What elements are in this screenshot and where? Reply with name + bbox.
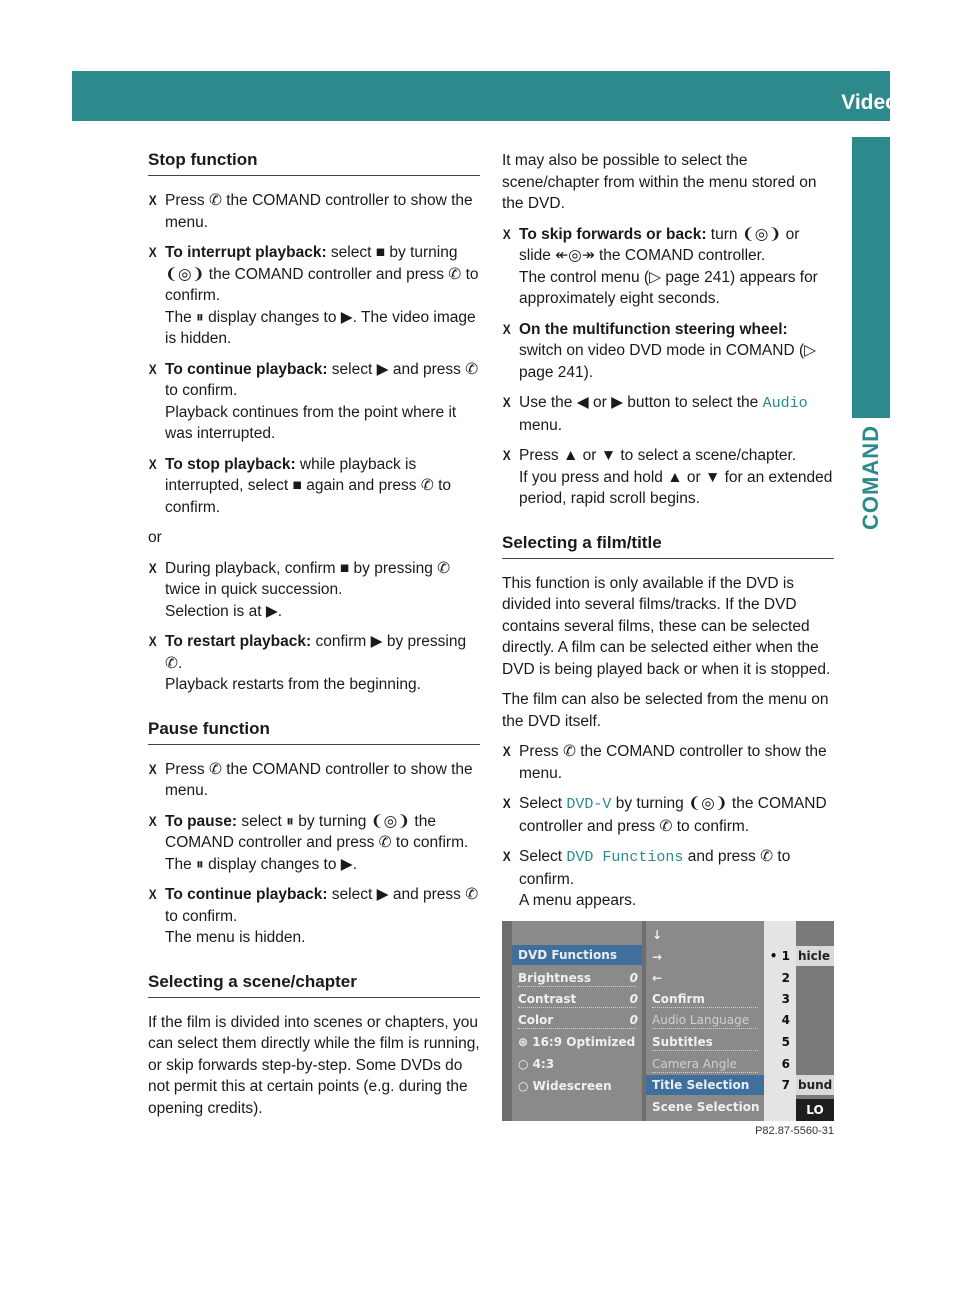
- press-icon: ✆: [465, 360, 479, 378]
- screen-number-5: 5: [781, 1034, 790, 1049]
- screen-number-4: 4: [781, 1012, 790, 1027]
- stop-step-4: X To stop playback: while playback is interrupted, select ■ again and press ✆ to confirm.: [148, 454, 480, 519]
- screen-down-arrow: ↓: [652, 927, 663, 942]
- turn-icon: ❨◎❩: [688, 795, 728, 812]
- screen-number-6: 6: [781, 1056, 790, 1071]
- back-icon: ◀: [576, 394, 589, 411]
- dvd-menu-screenshot: [502, 921, 834, 1121]
- turn-icon: ❨◎❩: [370, 812, 411, 830]
- side-tab: [852, 137, 890, 418]
- play-icon: ▶: [611, 394, 623, 411]
- screen-row-audio-language: Audio Language: [646, 1010, 764, 1030]
- scene-step-1: X To skip forwards or back: turn ❨◎❩ or slide ↞◎↠ the COMAND controller. The control menu (▷ page 241) appears for approximately eight seconds.: [502, 224, 834, 310]
- press-icon: ✆: [562, 743, 576, 760]
- film-heading: Selecting a film/title: [502, 533, 834, 559]
- play-icon: ▶: [340, 855, 353, 873]
- pause-heading: Pause function: [148, 719, 480, 745]
- screen-row-scene-selection: Scene Selection: [652, 1099, 760, 1114]
- film-step-1: X Press ✆ the COMAND controller to show the menu.: [502, 741, 834, 784]
- screen-row-confirm: Confirm: [646, 989, 764, 1009]
- screen-row-widescreen: ○ Widescreen: [518, 1078, 612, 1093]
- stop-step-5: X During playback, confirm ■ by pressing ✆ twice in quick succession. Selection is at ▶.: [148, 558, 480, 623]
- pause-icon: ⏸: [196, 308, 204, 326]
- screen-row-title-selection: Title Selection: [646, 1075, 764, 1095]
- stop-step-3: X To continue playback: select ▶ and press ✆ to confirm. Playback continues from the point where it was interrupted.: [148, 359, 480, 445]
- screen-edge-sound: bund: [796, 1075, 834, 1095]
- stop-step-2: X To interrupt playback: select ■ by turning ❨◎❩ the COMAND controller and press ✆ to confirm. The ⏸ display changes to ▶. The video image is hidden.: [148, 242, 480, 350]
- up-icon: ▲: [667, 468, 683, 486]
- stop-icon: ■: [375, 244, 386, 261]
- screen-row-contrast: Contrast 0: [518, 991, 638, 1006]
- press-icon: ✆: [420, 477, 434, 494]
- film-para-1: This function is only available if the DVD is divided into several films/tracks. If the DVD contains several films, these can be selected directly. A film can be selected either when the DVD is being played back or when it is stopped.: [502, 574, 831, 678]
- screen-row-4-3: ○ 4:3: [518, 1056, 555, 1071]
- down-icon: ▼: [600, 447, 617, 464]
- screen-row-subtitles: Subtitles: [646, 1032, 764, 1052]
- screen-number-7: 7: [781, 1077, 790, 1092]
- pause-icon: ⏸: [286, 812, 294, 830]
- stop-icon: ■: [292, 477, 302, 494]
- play-icon: ▶: [370, 633, 383, 650]
- screen-number-1: • 1: [769, 948, 790, 963]
- press-icon: ✆: [659, 817, 673, 835]
- right-column: [502, 150, 834, 1137]
- play-icon: ▶: [376, 360, 389, 378]
- screen-number-2: 2: [781, 970, 790, 985]
- scene-step-4: X Press ▲ or ▼ to select a scene/chapter. If you press and hold ▲ or ▼ for an extended period, rapid scroll begins.: [502, 445, 834, 510]
- screen-right-arrow: →: [652, 949, 663, 964]
- screen-row-16-9: ⊛ 16:9 Optimized: [518, 1034, 636, 1049]
- film-para-2: The film can also be selected from the menu on the DVD itself.: [502, 691, 829, 730]
- screen-mid-panel: [646, 921, 768, 1121]
- scene-continued: It may also be possible to select the scene/chapter from within the menu stored on the DVD.: [502, 152, 817, 212]
- slide-icon: ↞◎↠: [555, 247, 595, 264]
- scene-intro: If the film is divided into scenes or chapters, you can select them directly while the film is running, or skip forwards step-by-step. Some DVDs do not permit this at certain points (e.g. during the opening credits).: [148, 1013, 480, 1117]
- press-icon: ✆: [760, 848, 774, 865]
- screen-edge-vehicle: hicle: [796, 946, 834, 966]
- press-icon: ✆: [437, 559, 451, 577]
- screen-left-panel: [512, 921, 642, 1121]
- up-icon: ▲: [562, 447, 579, 464]
- screen-left-arrow: ←: [652, 970, 663, 985]
- press-icon: ✆: [448, 265, 462, 283]
- press-icon: ✆: [165, 654, 178, 672]
- press-icon: ✆: [378, 834, 392, 851]
- screen-edge-lo: LO: [796, 1099, 834, 1121]
- down-icon: ▼: [704, 468, 721, 486]
- turn-icon: ❨◎❩: [741, 225, 782, 243]
- header-bar: [72, 71, 948, 121]
- stop-step-1: X Press ✆ the COMAND controller to show the menu.: [148, 190, 480, 233]
- page-ref-icon: ▷: [804, 342, 817, 359]
- screen-row-brightness: Brightness 0: [518, 970, 638, 985]
- play-icon: ▶: [376, 886, 389, 903]
- screen-row-camera-angle: Camera Angle: [646, 1054, 764, 1074]
- screen-edge-panel: [796, 921, 834, 1121]
- scene-heading: Selecting a scene/chapter: [148, 972, 480, 998]
- pause-step-1: X Press ✆ the COMAND controller to show the menu.: [148, 759, 480, 802]
- page-number: 243: [921, 95, 948, 112]
- play-icon: ▶: [340, 308, 353, 326]
- screen-number-list: [764, 921, 796, 1121]
- turn-icon: ❨◎❩: [165, 265, 205, 283]
- stop-heading: Stop function: [148, 150, 480, 176]
- scene-step-3: X Use the ◀ or ▶ button to select the Audio menu.: [502, 392, 834, 436]
- screen-row-color: Color 0: [518, 1012, 638, 1027]
- screen-number-3: 3: [781, 991, 790, 1006]
- pause-step-3: X To continue playback: select ▶ and press ✆ to confirm. The menu is hidden.: [148, 884, 480, 949]
- screen-row-dvd-functions: DVD Functions: [512, 945, 642, 965]
- audio-menu-name: Audio: [762, 395, 808, 412]
- play-icon: ▶: [265, 602, 278, 620]
- figure-reference: P82.87-5560-31: [755, 1124, 834, 1137]
- scene-step-2: X On the multifunction steering wheel: switch on video DVD mode in COMAND (▷ page 241).: [502, 319, 834, 384]
- pause-step-2: X To pause: select ⏸ by turning ❨◎❩ the COMAND controller and press ✆ to confirm. The ⏸ display changes to ▶.: [148, 811, 480, 876]
- press-icon: ✆: [208, 192, 222, 209]
- side-tab-label: COMAND: [858, 425, 883, 531]
- section-title: Video: [841, 91, 898, 114]
- dvd-functions-label: DVD Functions: [566, 849, 684, 866]
- press-icon: ✆: [465, 886, 479, 903]
- left-column: [148, 150, 480, 1128]
- press-icon: ✆: [208, 760, 222, 778]
- film-step-2: X Select DVD-V by turning ❨◎❩ the COMAND controller and press ✆ to confirm.: [502, 793, 834, 837]
- or-text: or: [148, 529, 162, 546]
- stop-icon: ■: [339, 559, 350, 577]
- film-step-3: X Select DVD Functions and press ✆ to confirm. A menu appears.: [502, 846, 834, 912]
- dvd-v-label: DVD-V: [566, 796, 612, 813]
- pause-icon: ⏸: [196, 855, 204, 873]
- stop-step-6: X To restart playback: confirm ▶ by pressing ✆. Playback restarts from the beginning.: [148, 631, 480, 696]
- page-ref-icon: ▷: [649, 268, 662, 286]
